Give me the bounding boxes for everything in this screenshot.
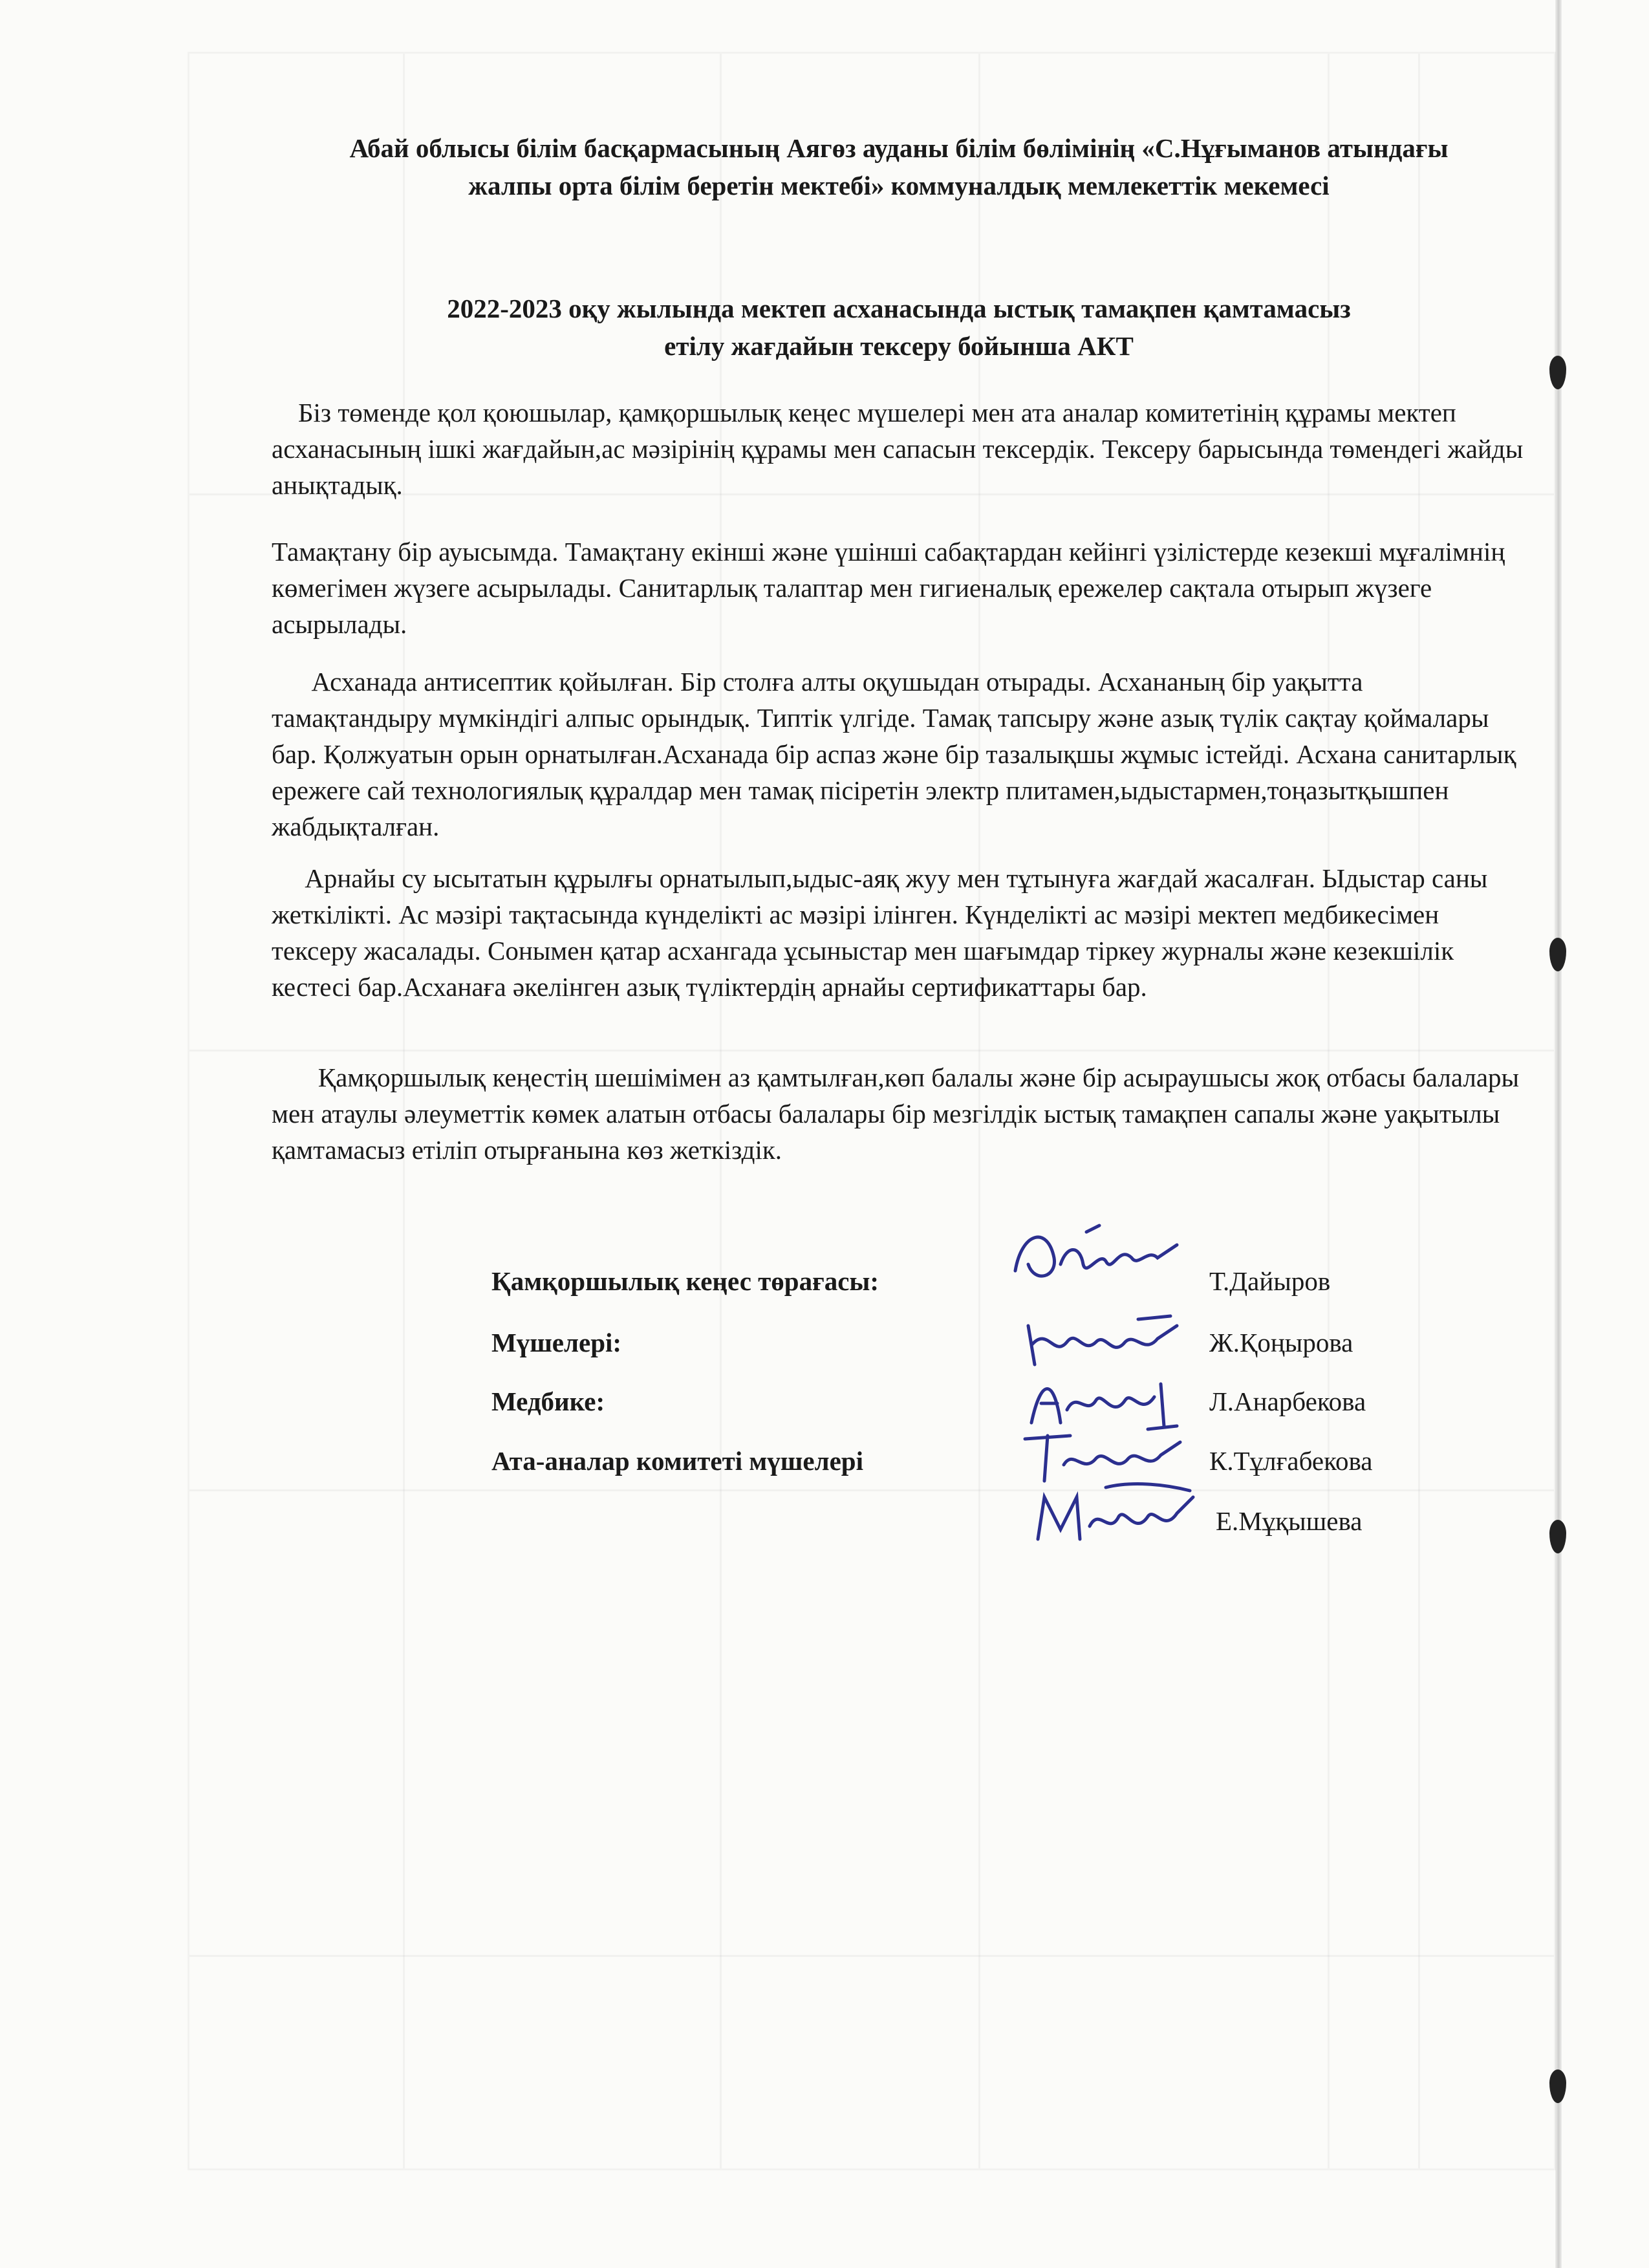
- member-name: Ж.Қоңырова: [1209, 1328, 1353, 1357]
- paragraph-2: Тамақтану бір ауысымда. Тамақтану екінші және үшінші сабақтардан кейінгі үзілістерде кезекші мұғалімнің көмегімен жүзеге асырылады. Санитарлық талаптар мен гигиеналық ережелер сақтала отырып жүзеге асырылады.: [272, 537, 1512, 639]
- bleed-line: [189, 1955, 1554, 1957]
- bleed-line: [189, 1489, 1554, 1491]
- parent-member-name: К.Тұлғабекова: [1209, 1446, 1373, 1476]
- bleed-line: [189, 1050, 1554, 1052]
- members-role: Мүшелері:: [491, 1328, 622, 1357]
- title-line-2: етілу жағдайын тексеру бойынша АКТ: [664, 331, 1134, 361]
- organization-line-1: Абай облысы білім басқармасының Аягөз ауданы білім бөлімінің «С.Нұғыманов атындағы: [349, 133, 1449, 163]
- signature-image: [1028, 1478, 1203, 1559]
- paragraph-5: Қамқоршылық кеңестің шешімімен аз қамтылған,көп балалы және бір асыраушысы жоқ отбасы балалары мен атаулы әлеуметтік көмек алатын отбасы балалары бір мезгілдік ыстық тамақпен сапалы және уақытылы қамтамасыз етіліп отырғанына көз жеткіздік.: [272, 1063, 1526, 1165]
- punch-hole-mark: [1549, 2069, 1566, 2103]
- binder-edge: [1555, 0, 1562, 2268]
- paragraph-3: Асханада антисептик қойылған. Бір столға алты оқушыдан отырады. Асхананың бір уақытта тамақтандыру мүмкіндігі алпыс орындық. Типтік үлгіде. Тамақ тапсыру және азық түлік сақтау қоймалары бар. Қолжуатын орын орнатылған.Асханада бір аспаз және бір тазалықшы жұмыс істейді. Асхана санитарлық ережеге сай технологиялық құралдар мен тамақ пісіретін электр плитамен,ыдыстармен,тоңазытқышпен жабдықталған.: [272, 667, 1523, 841]
- signature-image: [1009, 1219, 1203, 1300]
- punch-hole-mark: [1549, 356, 1566, 389]
- chairman-name: Т.Дайыров: [1209, 1266, 1331, 1296]
- parent-member-name: Е.Мұқышева: [1216, 1506, 1363, 1536]
- paragraph-4: Арнайы су ысытатын құрылғы орнатылып,ыдыс-аяқ жуу мен тұтынуға жағдай жасалған. Ыдыстар саны жеткілікті. Ас мәзірі тақтасында күнделікті ас мәзірі ілінген. Күнделікті ас мәзірі мектеп медбикесімен тексеру жасалады. Сонымен қатар асхангада ұсыныстар мен шағымдар тіркеу журналы және кезекшілік кестесі бар.Асханаға әкелінген азық түліктердің арнайы сертификаттары бар.: [272, 863, 1494, 1002]
- title-line-1: 2022-2023 оқу жылында мектеп асханасында ыстық тамақпен қамтамасыз: [447, 294, 1351, 323]
- chairman-role: Қамқоршылық кеңес төрағасы:: [491, 1266, 879, 1296]
- paragraph-1: Біз төменде қол қоюшылар, қамқоршылық кеңес мүшелері мен ата аналар комитетінің құрамы мектеп асханасының ішкі жағдайын,ас мәзірінің құрамы мен сапасын тексердік. Тексеру барысында төмендегі жайды анықтадық.: [272, 398, 1530, 500]
- parents-committee-role: Ата-аналар комитеті мүшелері: [491, 1446, 864, 1476]
- organization-line-2: жалпы орта білім беретін мектебі» коммуналдық мемлекеттік мекемесі: [468, 171, 1330, 200]
- nurse-name: Л.Анарбекова: [1209, 1387, 1366, 1416]
- nurse-role: Медбике:: [491, 1387, 605, 1416]
- document-title: [272, 290, 1526, 365]
- organization-header: [272, 129, 1526, 204]
- punch-hole-mark: [1549, 938, 1566, 971]
- punch-hole-mark: [1549, 1520, 1566, 1553]
